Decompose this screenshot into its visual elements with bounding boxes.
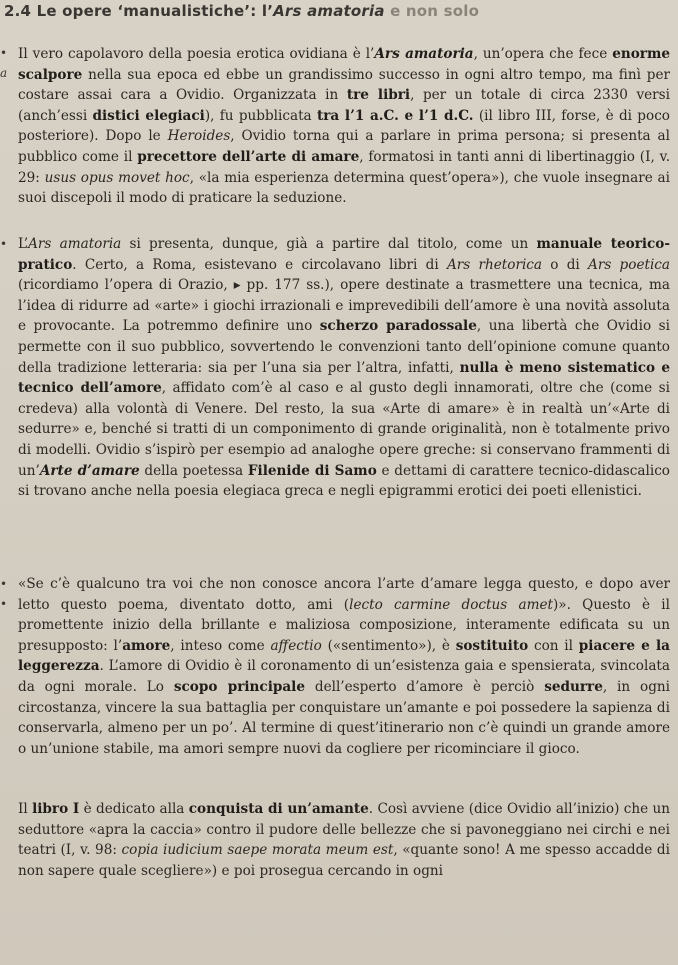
margin-mark: •	[0, 597, 8, 611]
paragraph-manuale	[18, 234, 670, 502]
section-heading	[4, 2, 479, 20]
paragraph-incipit	[18, 574, 670, 759]
text-segment: Il	[18, 801, 33, 817]
text-segment: manuale teorico-pratico	[18, 236, 671, 273]
text-segment: . Così avviene (dice Ovidio all’inizio) che un seduttore «apra la caccia» contro il pudore delle bellezze che si pavoneggiano nei circhi e nei teatri (I, v. 98:	[18, 801, 670, 859]
text-segment: precettore dell’arte di amare	[137, 148, 360, 165]
text-segment: Ars amatoria	[374, 46, 474, 62]
paragraph-intro	[18, 44, 670, 209]
text-segment: , un’opera che fece	[473, 46, 613, 62]
text-segment: L’	[18, 236, 29, 252]
text-segment: dell’esperto d’amore è perciò	[305, 678, 545, 695]
text-segment: conquista di un’amante	[188, 801, 369, 817]
text-segment: nulla è meno sistematico e tecnico dell’amore	[18, 359, 670, 397]
text-segment: Ars rhetorica	[446, 256, 543, 273]
text-segment: . L’amore di Ovidio è il coronamento di un’esistenza gaia e spensierata, svincolata da ogni morale. Lo	[18, 658, 670, 695]
text-segment: (il libro III, forse, è di poco posteriore). Dopo le	[18, 107, 670, 145]
text-segment: Arte d’amare	[39, 462, 140, 479]
text-segment: scherzo paradossale	[319, 318, 477, 335]
text-segment: scopo principale	[173, 678, 305, 695]
heading-prefix: 2.4 Le opere ‘manualistiche’: l’	[4, 2, 274, 20]
text-segment: Ars poetica	[588, 256, 671, 273]
text-segment: (ricordiamo l’opera di Orazio, ▸ pp. 177 ss.), opere destinate a trasmettere una tecnica, ma l’idea di ridurre ad «arte» i giochi irrazionali e imprevedibili dell’amore è una novità assoluta e provocante. La potremmo definire uno	[18, 277, 670, 335]
text-segment: , una libertà che Ovidio si permette con il suo pubblico, sovvertendo le convenzioni tanto dell’opinione comune quanto della tradizione letteraria: sia per l’una sia per l’altra, infatti,	[18, 318, 670, 376]
text-segment: lecto carmine doctus amet	[349, 596, 553, 613]
text-segment: , affidato com’è al caso e al gusto degli innamorati, oltre che (come si credeva) alla volontà di Venere. Del resto, la sua «Arte di amare» è in realtà un’«Arte di sedurre» e, benché si tratti di un componimento di grande originalità, non è totalmente privo di modelli. Ovidio s’ispirò per esempio ad analoghe opere greche: si conservano frammenti di un’	[18, 380, 670, 479]
text-segment: tre libri	[346, 87, 411, 104]
heading-suffix: e non solo	[384, 2, 480, 20]
text-segment: sedurre	[544, 678, 603, 695]
text-segment: , per un totale di circa 2330 versi (anch’essi	[18, 87, 670, 124]
text-segment: si presenta, dunque, già a partire dal titolo, come un	[121, 236, 537, 252]
text-segment: («sentimento»), è	[321, 637, 456, 654]
text-segment: Il vero capolavoro della poesia erotica ovidiana è l’	[18, 46, 375, 62]
text-segment: piacere e la leggerezza	[18, 637, 670, 675]
text-segment: distici elegiaci	[92, 107, 205, 124]
text-segment: ), fu pubblicata	[204, 107, 317, 124]
text-segment: Ars amatoria	[28, 236, 122, 252]
text-segment: usus opus movet hoc	[44, 169, 190, 186]
text-segment: enorme scalpore	[18, 46, 670, 83]
text-segment: amore	[122, 637, 171, 654]
text-segment: , formatosi in tanti anni di libertinaggio (I, v. 29:	[18, 148, 671, 186]
margin-mark: •	[0, 577, 8, 591]
text-segment: con il	[528, 637, 579, 654]
text-segment: copia iudicium saepe morata meum est	[121, 842, 394, 859]
margin-mark: a	[0, 66, 8, 80]
text-segment: e dettami di carattere tecnico-didascalico si trovano anche nella poesia elegiaca greca e negli epigrammi erotici dei poeti ellenistici.	[18, 462, 670, 500]
text-segment: . Certo, a Roma, esistevano e circolavano libri di	[72, 256, 447, 273]
margin-mark: •	[0, 237, 8, 251]
text-segment: nella sua epoca ed ebbe un grandissimo successo in ogni altro tempo, ma finì per costare assai cara a Ovidio. Organizzata in	[18, 66, 670, 104]
paragraph-libro-primo	[18, 799, 670, 881]
heading-title-italic: Ars amatoria	[273, 2, 385, 20]
text-segment: è dedicato alla	[79, 801, 189, 817]
text-segment: )». Questo è il promettente inizio della brillante e maliziosa composizione, interamente edificata su un presupposto: l’	[18, 596, 670, 654]
text-segment: sostituito	[455, 637, 529, 654]
text-segment: , «la mia esperienza determina quest’opera»), che vuole insegnare ai suoi discepoli il modo di praticare la seduzione.	[18, 169, 671, 207]
text-segment: o di	[542, 256, 589, 273]
text-segment: tra l’1 a.C. e l’1 d.C.	[316, 107, 474, 124]
margin-mark: •	[0, 46, 8, 60]
text-segment: della poetessa	[139, 462, 248, 479]
text-segment: Filenide di Samo	[247, 462, 377, 479]
text-segment: , inteso come	[170, 637, 271, 654]
text-segment: «Se c’è qualcuno tra voi che non conosce ancora l’arte d’amare legga questo, e dopo aver letto questo poema, diventato dotto, ami (	[18, 576, 670, 613]
text-segment: , «quante sono! A me spesso accadde di non sapere quale scegliere») e poi prosegua cercando in ogni	[18, 842, 670, 879]
text-segment: libro I	[32, 801, 80, 817]
text-segment: , in ogni circostanza, vincere la sua battaglia per conquistare un’amante e poi possedere la sapienza di conservarla, almeno per un po’. Al termine di quest’itinerario non c’è quindi un grande amore o un’unione stabile, ma amori sempre nuovi da cogliere per ricominciare il gioco.	[18, 678, 670, 757]
text-segment: , Ovidio torna qui a parlare in prima persona; si presenta al pubblico come il	[18, 128, 670, 165]
text-segment: affectio	[270, 637, 322, 654]
text-segment: Heroides	[167, 128, 231, 145]
